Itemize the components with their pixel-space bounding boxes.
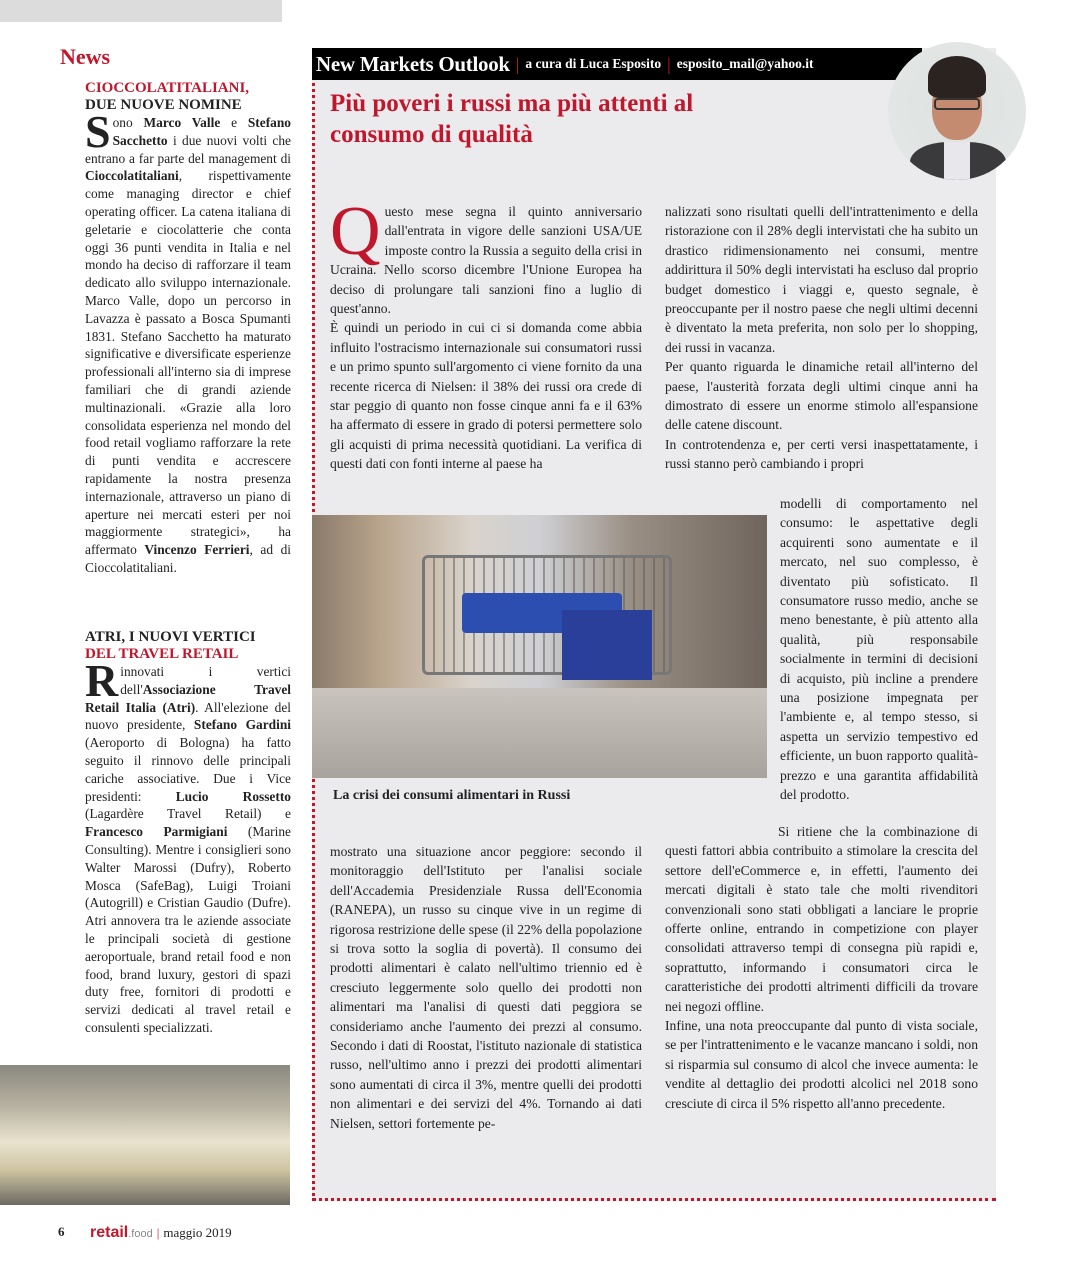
- travel-retail-store-photo: [0, 1065, 290, 1205]
- news-subtitle: DEL TRAVEL RETAIL: [85, 646, 239, 662]
- news-title: ATRI, I NUOVI VERTICI: [85, 629, 256, 645]
- article-col2-top: nalizzati sono risultati quelli dell'intrattenimento e della ristorazione con il 28% degli intervistati che ha subito un drastico ridimensionamento nei consumi, mentre addirittura il 50% degli intervistati ha escluso dal proprio budget domestico i viaggi e, questo segnale, è preoccupante per il nostro paese che negli ultimi decenni è diventato la meta preferita, non solo per lo shopping, dei russi in vacanza. Per quanto riguarda le dinamiche retail all'interno del paese, l'austerità forzata degli ultimi cinque anni ha dimostrato di essere un enorme stimolo all'espansione delle catene discount. In controtendenza e, per certi versi inaspettatamente, i russi stanno però cambiando i propri: [665, 204, 978, 472]
- news-subtitle: DUE NUOVE NOMINE: [85, 97, 242, 113]
- article-col1-top: Questo mese segna il quinto anniversario dall'entrata in vigore delle sanzioni USA/UE imposte contro la Russia a seguito della crisi in Ucraina. Nello scorso dicembre l'Unione Europea ha deciso di prolungare tali sanzioni fino a luglio di quest'anno. È quindi un periodo in cui ci si domanda come abbia influito l'ostracismo internazionale sui consumatori russi e un primo spunto sull'argomento ci viene fornito da una recente ricerca di Nielsen: il 38% dei russi ora crede di star peggio di quanto non fosse cinque anni fa e il 63% ha affermato di essere in grado di potersi permettere solo gli acquisti di prima necessità quotidiani. La verifica di questi dati con fonti interne al paese ha: [330, 193, 642, 472]
- news-body: Rinnovati i vertici dell'Associazione Travel Retail Italia (Atri). All'elezione del nuovo presidente, Stefano Gardini (Aeroporto di Bologna) ha fatto seguito il rinnovo delle principali cariche associative. Due i Vice presidenti: Lucio Rossetto (Lagardère Travel Retail) e Francesco Parmigiani (Marine Consulting). Mentre i consiglieri sono Walter Marossi (Dufry), Roberto Mosca (SafeBag), Luigi Troiani (Autogrill) e Cristian Gaudio (Dufre). Atri annovera tra le aziende associate le principali società di gestione aeroportuale, brand retail food e non food, brand luxury, gestori di spazi duty free, fornitori di prodotti e servizi dedicati al travel retail e consulenti specializzati.: [85, 655, 292, 1035]
- drop-cap: R: [85, 655, 119, 706]
- drop-cap: S: [85, 106, 111, 157]
- curator: a cura di Luca Esposito: [525, 56, 662, 71]
- issue-date: maggio 2019: [163, 1225, 232, 1240]
- news-item-atri: [85, 629, 291, 1037]
- section-label: News: [60, 44, 111, 69]
- news-body: Sono Marco Valle e Stefano Sacchetto i due nuovi volti che entrano a far parte del management di Cioccolatitaliani, rispettivamente come managing director e chief operating officer. La catena italiana di geletarie e ciocolatterie che conta oggi 36 punti vendita in Italia e nel mondo ha deciso di rafforzare il team dedicato allo sviluppo internazionale. Marco Valle, dopo un percorso in Lavazza è passato a Bosca Spumanti 1831. Stefano Sacchetto ha maturato significative e diversificate esperienze professionali all'interno sia di imprese familiari che di grandi aziende multinazionali. «Grazie alla loro consolidata esperienza nel mondo del food retail vogliamo rafforzare la rete di punti vendita e accrescere rapidamente la nostra presenza internazionale, attraverso un piano di aperture nei mercati esteri per noi maggiormente strategici», ha affermato Vincenzo Ferrieri, ad di Cioccolatitaliani.: [85, 106, 291, 575]
- article-col2-wrap: modelli di comportamento nel consumo: le aspettative degli acquirenti sono aumentate e il mercato, nel suo complesso, è diventato più sofisticato. Il consumatore russo medio, anche se meno benestante, è più attento alla qualità, più responsabile socialmente in termini di decisioni di acquisto, più incline a prendere una posizione impegnata per l'ambiente e, al tempo stesso, si aspetta un servizio tempestivo ed efficiente, un buon rapporto qualità-prezzo e una garantita affidabilità del prodotto.: [780, 496, 978, 803]
- author-email[interactable]: esposito_mail@yahoo.it: [676, 56, 814, 71]
- top-gray-bar: [0, 0, 282, 22]
- shopping-cart-photo: [312, 515, 767, 778]
- column-name: New Markets Outlook: [316, 51, 510, 76]
- photo-caption: La crisi dei consumi alimentari in Russi: [333, 788, 571, 803]
- news-title: CIOCCOLATITALIANI,: [85, 80, 250, 96]
- column-header: New Markets Outlook | a cura di Luca Esposito | esposito_mail@yahoo.it: [312, 48, 922, 80]
- author-photo: [888, 42, 1026, 180]
- page-number: 6: [58, 1224, 65, 1239]
- news-item-cioccolatitaliani: [85, 80, 291, 577]
- drop-cap: Q: [330, 193, 381, 270]
- article-col2-bottom: Si ritiene che la combinazione di questi fattori abbia contribuito a stimolare la crescita del settore dell'eCommerce e, in effetti, l'aumento dei mercati digitali è stato tale che molti rivenditori convenzionali sono stati obbligati a lanciare le proprie offerte online, entrando in competizione con player consolidati attraverso tempi di consegna più rapidi e, soprattutto, informando i consumatori circa le caratteristiche dei prodotti altrimenti difficili da trovare nei negozi offline. Infine, una nota preoccupante dal punto di vista sociale, se per l'intrattenimento e le vacanze mancano i soldi, non si risparmia sul consumo di alcol che invece aumenta: le vendite al dettaglio dei prodotti alcolici nel 2018 sono cresciute di circa il 5% rispetto all'anno precedente.: [665, 824, 978, 1111]
- article-col1-bottom: mostrato una situazione ancor peggiore: secondo il monitoraggio dell'Istituto per l'analisi sociale dell'Accademia Presidenziale Russa dell'Economia (RANEPA), un russo su cinque vive in un regime di rigorosa restrizione delle spese (il 22% della popolazione si trova sotto la soglia di povertà). Il consumo dei prodotti alimentari è calato nell'ultimo triennio ed è cresciuto leggermente solo quello dei prodotti non alimentari ma l'analisi di questi dati peggiora se consideriamo anche l'aumento dei prezzi al consumo. Secondo i dati di Roostat, l'istituto nazionale di statistica russo, nell'ultimo anno i prezzi dei prodotti alimentari sono aumentati di circa il 3%, mentre quelli dei prodotti non alimentari e dei servizi del 4%. Tornando ai dati Nielsen, settori fortemente pe-: [330, 844, 642, 1131]
- magazine-logo: retail.food | maggio 2019: [90, 1224, 232, 1241]
- article-title: Più poveri i russi ma più attenti al consumo di qualità: [330, 90, 694, 148]
